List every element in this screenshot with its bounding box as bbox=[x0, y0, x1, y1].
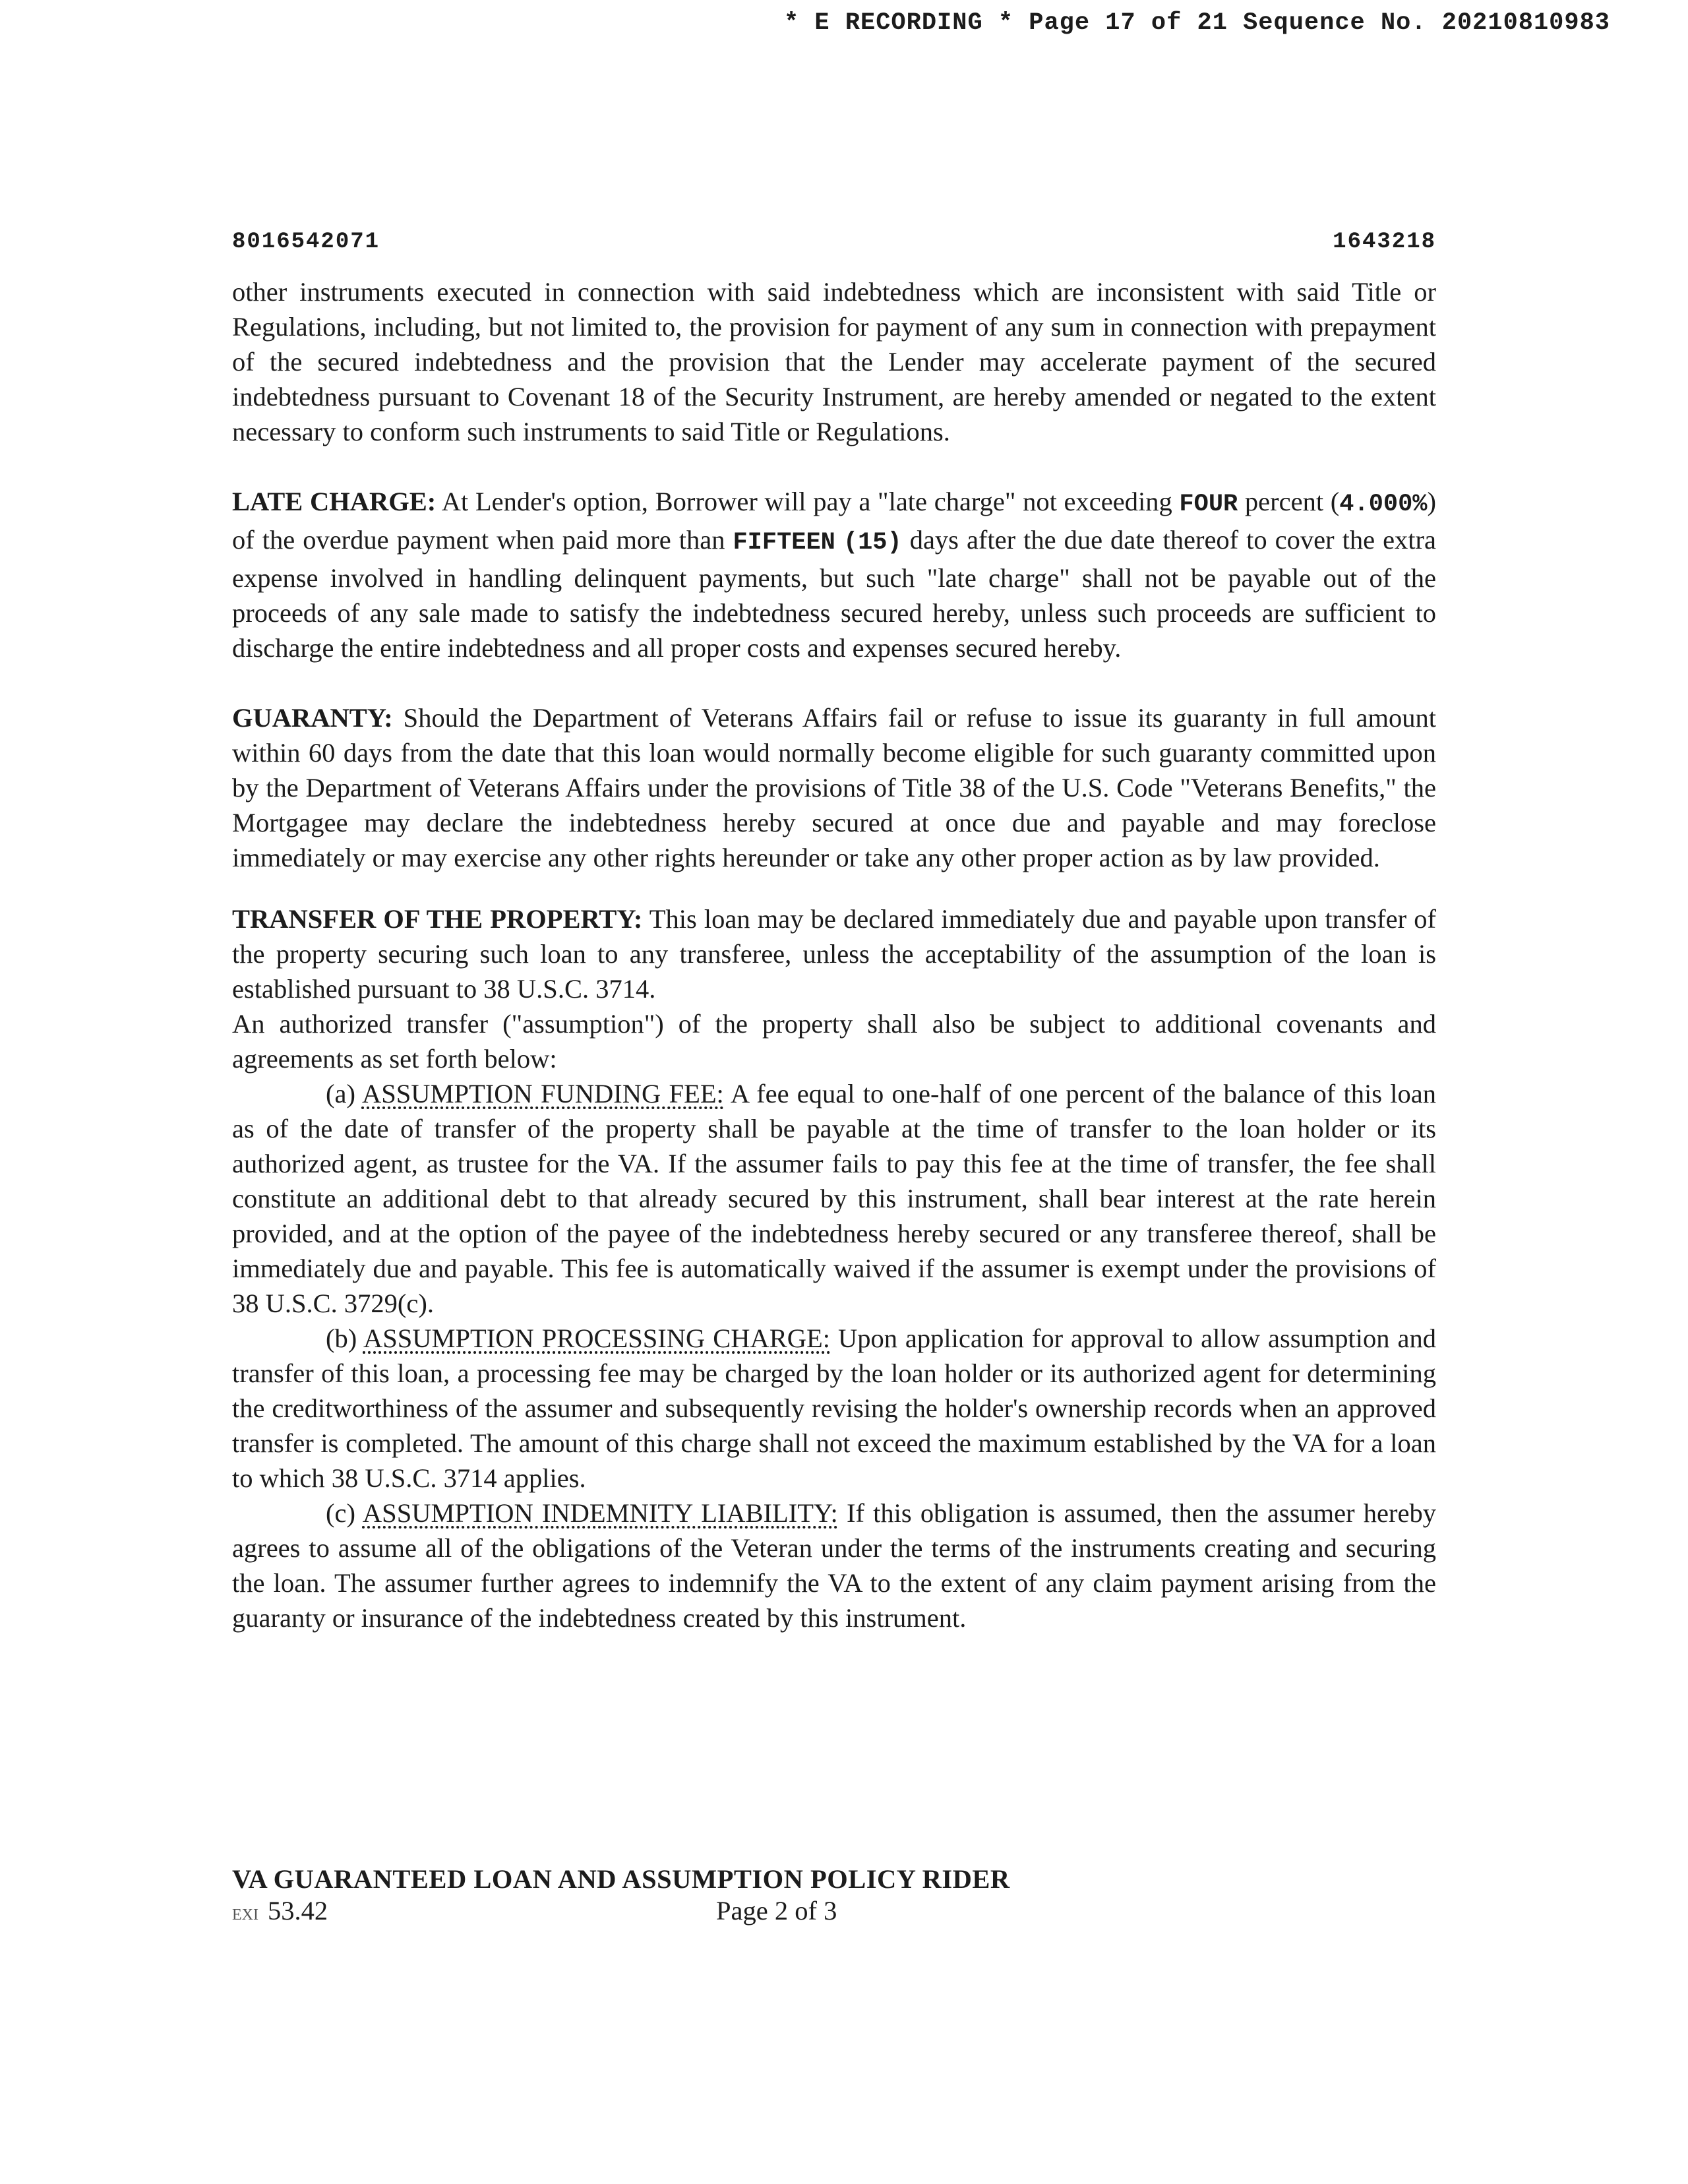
form-number: 53.42 bbox=[267, 1896, 328, 1926]
clause-b-title: ASSUMPTION PROCESSING CHARGE: bbox=[363, 1323, 831, 1353]
clause-c-prefix: (c) bbox=[326, 1498, 363, 1528]
late-charge-text-5: days after the due date thereof to cover the extra expense involved in handling delinquent payments, but such "late charge" shall not be payable out of the proceeds of any sale made to satisfy the indebtedness secured hereby, unless such proceeds are sufficient to discharge the entire indebtedness and all proper costs and expenses secured hereby. bbox=[232, 525, 1437, 663]
late-charge-text-1: At Lender's option, Borrower will pay a "late charge" not exceeding bbox=[436, 487, 1180, 516]
page-footer bbox=[232, 1864, 1436, 1931]
page-number: Page 2 of 3 bbox=[715, 1896, 837, 1926]
rider-title: VA GUARANTEED LOAN AND ASSUMPTION POLICY RIDER bbox=[232, 1864, 1010, 1894]
late-charge-days-words: FIFTEEN bbox=[733, 529, 835, 557]
document-number: 1643218 bbox=[1333, 229, 1436, 255]
clause-a-text: A fee equal to one-half of one percent of the balance of this loan as of the date of transfer of the property shall be payable at the time of transfer to the loan holder or its authorized agent, as trustee for the VA. If the assumer fails to pay this fee at the time of transfer, the fee shall constitute an additional debt to that already secured by this instrument, shall bear interest at the rate herein provided, and at the option of the payee of the indebtedness hereby secured or any transferee thereof, shall be immediately due and payable. This fee is automatically waived if the assumer is exempt under the provisions of 38 U.S.C. 3729(c). bbox=[232, 1079, 1436, 1318]
transfer-text: This loan may be declared immediately due and payable upon transfer of the property securing such loan to any transferee, unless the acceptability of the assumption of the loan is established pursuant to 38 U.S.C. 3714. bbox=[232, 904, 1436, 1004]
clause-a-title: ASSUMPTION FUNDING FEE: bbox=[361, 1079, 724, 1108]
loan-number: 8016542071 bbox=[232, 229, 380, 255]
form-mark: EXI bbox=[232, 1906, 258, 1924]
guaranty-heading: GUARANTY: bbox=[232, 703, 393, 733]
clause-b bbox=[232, 1321, 1436, 1496]
clause-a bbox=[232, 1076, 1436, 1321]
late-charge-text-2: percent ( bbox=[1238, 487, 1340, 516]
guaranty-paragraph bbox=[232, 700, 1436, 875]
clause-b-text: Upon application for approval to allow assumption and transfer of this loan, a processing fee may be charged by the loan holder or its authorized agent for determining the creditworthiness of the assumer and subsequently revising the holder's ownership records when an approved transfer is completed. The amount of this charge shall not exceed the maximum established by the VA for a loan to which 38 U.S.C. 3714 applies. bbox=[232, 1323, 1436, 1493]
guaranty-text: Should the Department of Veterans Affairs fail or refuse to issue its guaranty in full amount within 60 days from the date that this loan would normally become eligible for such guaranty committed upon by the Department of Veterans Affairs under the provisions of Title 38 of the U.S. Code "Veterans Benefits," the Mortgagee may declare the indebtedness hereby secured at once due and payable and may foreclose immediately or may exercise any other rights hereunder or take any other proper action as by law provided. bbox=[232, 703, 1436, 872]
intro-paragraph: other instruments executed in connection with said indebtedness which are inconsistent with said Title or Regulations, including, but not limited to, the provision for payment of any sum in connection with prepayment of the secured indebtedness and the provision that the Lender may accelerate payment of the secured indebtedness pursuant to Covenant 18 of the Security Instrument, are hereby amended or negated to the extent necessary to conform such instruments to said Title or Regulations. bbox=[232, 277, 1436, 446]
footer-row bbox=[232, 1895, 1436, 1931]
document-id-row bbox=[232, 229, 1436, 255]
late-charge-rate-words: FOUR bbox=[1179, 491, 1238, 518]
late-charge-heading: LATE CHARGE: bbox=[232, 487, 437, 516]
late-charge-rate-number: 4.000% bbox=[1339, 491, 1428, 518]
authorized-transfer-paragraph: An authorized transfer ("assumption") of the property shall also be subject to additional covenants and agreements as set forth below: bbox=[232, 1009, 1436, 1074]
clause-a-prefix: (a) bbox=[326, 1079, 362, 1108]
clause-c-title: ASSUMPTION INDEMNITY LIABILITY: bbox=[362, 1498, 838, 1528]
recording-header: * E RECORDING * Page 17 of 21 Sequence No. 20210810983 bbox=[784, 9, 1610, 37]
late-charge-days-number: (15) bbox=[843, 529, 902, 557]
clause-b-prefix: (b) bbox=[326, 1323, 363, 1353]
transfer-heading: TRANSFER OF THE PROPERTY: bbox=[232, 904, 643, 934]
late-charge-text-4 bbox=[835, 525, 843, 555]
clause-c bbox=[232, 1496, 1436, 1635]
late-charge-paragraph bbox=[232, 484, 1436, 665]
document-body bbox=[232, 274, 1436, 1635]
late-charge-text-3: ) of the overdue payment when paid more than bbox=[232, 487, 1437, 555]
transfer-paragraph bbox=[232, 901, 1436, 1006]
clause-c-text: If this obligation is assumed, then the assumer hereby agrees to assume all of the obligations of the Veteran under the terms of the instruments creating and securing the loan. The assumer further agrees to indemnify the VA to the extent of any claim payment arising from the guaranty or insurance of the indebtedness created by this instrument. bbox=[232, 1498, 1436, 1633]
